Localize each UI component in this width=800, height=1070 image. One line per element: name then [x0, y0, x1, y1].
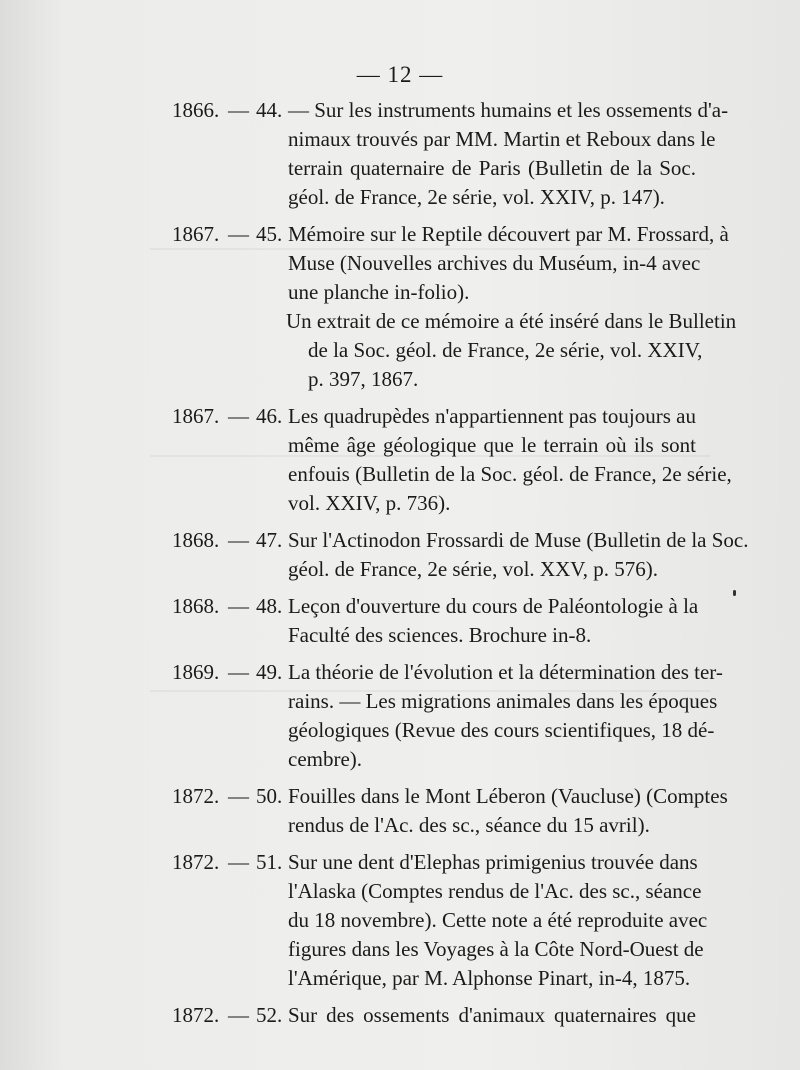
entry-year: 1867.: [172, 404, 220, 428]
bibliography-list: [0, 96, 800, 1038]
entry-line: vol. XXIV, p. 736).: [288, 491, 451, 515]
entry-line: Mémoire sur le Reptile découvert par M. Frossard, à: [288, 222, 729, 246]
entry-text: [288, 782, 728, 840]
bibliography-entry: [0, 402, 800, 518]
entry-dash: —: [228, 98, 249, 122]
entry-note: [286, 307, 737, 394]
bibliography-entry: [0, 658, 800, 774]
entry-line: La théorie de l'évolution et la détermination des ter-: [288, 660, 723, 684]
entry-number: 47.: [256, 528, 283, 552]
entry-line: — Sur les instruments humains et les ossements d'a-: [288, 98, 729, 122]
entry-year: 1869.: [172, 660, 220, 684]
entry-line: Sur une dent d'Elephas primigenius trouvée dans: [288, 850, 698, 874]
entry-dash: —: [228, 594, 249, 618]
entry-year: 1872.: [172, 1003, 220, 1027]
entry-line: Faculté des sciences. Brochure in-8.: [288, 623, 592, 647]
entry-line: l'Amérique, par M. Alphonse Pinart, in-4, 1875.: [288, 966, 691, 990]
entry-dash: —: [228, 850, 249, 874]
entry-line: géol. de France, 2e série, vol. XXIV, p. 147).: [288, 185, 665, 209]
entry-text: [288, 402, 732, 518]
entry-text: [288, 592, 699, 650]
entry-line: Leçon d'ouverture du cours de Paléontologie à la: [288, 594, 699, 618]
entry-year: 1868.: [172, 528, 220, 552]
entry-number: 51.: [256, 850, 283, 874]
entry-line: Sur l'Actinodon Frossardi de Muse (Bulletin de la Soc.: [288, 528, 749, 552]
entry-dash: —: [228, 784, 249, 808]
bibliography-entry: [0, 848, 800, 993]
entry-year: 1868.: [172, 594, 220, 618]
entry-line: Les quadrupèdes n'appartiennent pas toujours au: [288, 404, 696, 428]
entry-number: 49.: [256, 660, 283, 684]
bibliography-entry: [0, 592, 800, 650]
entry-line: Fouilles dans le Mont Léberon (Vaucluse) (Comptes: [288, 784, 728, 808]
entry-line: géologiques (Revue des cours scientifiques, 18 dé-: [288, 718, 715, 742]
ink-speck: [733, 590, 736, 596]
note-line: de la Soc. géol. de France, 2e série, vol. XXIV,: [308, 338, 703, 362]
entry-year: 1872.: [172, 850, 220, 874]
entry-line: figures dans les Voyages à la Côte Nord-Ouest de: [288, 937, 704, 961]
entry-line: géol. de France, 2e série, vol. XXV, p. 576).: [288, 557, 658, 581]
entry-line: nimaux trouvés par MM. Martin et Reboux dans le: [288, 127, 716, 151]
entry-number: 44.: [256, 98, 283, 122]
entry-text: [288, 96, 729, 212]
entry-dash: —: [228, 660, 249, 684]
entry-dash: —: [228, 1003, 249, 1027]
entry-number: 52.: [256, 1003, 283, 1027]
entry-text: [288, 1001, 696, 1030]
entry-text: [288, 658, 723, 774]
entry-text: [288, 848, 708, 993]
entry-line: enfouis (Bulletin de la Soc. géol. de France, 2e série,: [288, 462, 732, 486]
entry-line: terrain quaternaire de Paris (Bulletin de la Soc.: [288, 156, 696, 180]
bibliography-entry: [0, 220, 800, 394]
page-number: — 12 —: [356, 62, 444, 87]
entry-dash: —: [228, 222, 249, 246]
entry-year: 1866.: [172, 98, 220, 122]
entry-line: Muse (Nouvelles archives du Muséum, in-4 avec: [288, 251, 701, 275]
bibliography-entry: [0, 782, 800, 840]
entry-line: même âge géologique que le terrain où ils sont: [288, 433, 696, 457]
entry-line: rains. — Les migrations animales dans les époques: [288, 689, 718, 713]
bibliography-entry: [0, 1001, 800, 1030]
entry-line: une planche in-folio).: [288, 280, 470, 304]
entry-dash: —: [228, 528, 249, 552]
entry-number: 45.: [256, 222, 283, 246]
entry-line: Sur des ossements d'animaux quaternaires que: [288, 1003, 696, 1027]
bibliography-entry: [0, 96, 800, 212]
bibliography-entry: [0, 526, 800, 584]
entry-number: 46.: [256, 404, 283, 428]
entry-number: 50.: [256, 784, 283, 808]
entry-text: [288, 526, 749, 584]
note-line: p. 397, 1867.: [308, 367, 419, 391]
note-line: Un extrait de ce mémoire a été inséré dans le Bulletin: [286, 309, 737, 333]
entry-line: l'Alaska (Comptes rendus de l'Ac. des sc., séance: [288, 879, 702, 903]
entry-text: [288, 220, 729, 307]
entry-number: 48.: [256, 594, 283, 618]
entry-line: rendus de l'Ac. des sc., séance du 15 avril).: [288, 813, 650, 837]
entry-year: 1872.: [172, 784, 220, 808]
entry-year: 1867.: [172, 222, 220, 246]
entry-dash: —: [228, 404, 249, 428]
entry-line: cembre).: [288, 747, 363, 771]
entry-line: du 18 novembre). Cette note a été reproduite avec: [288, 908, 708, 932]
